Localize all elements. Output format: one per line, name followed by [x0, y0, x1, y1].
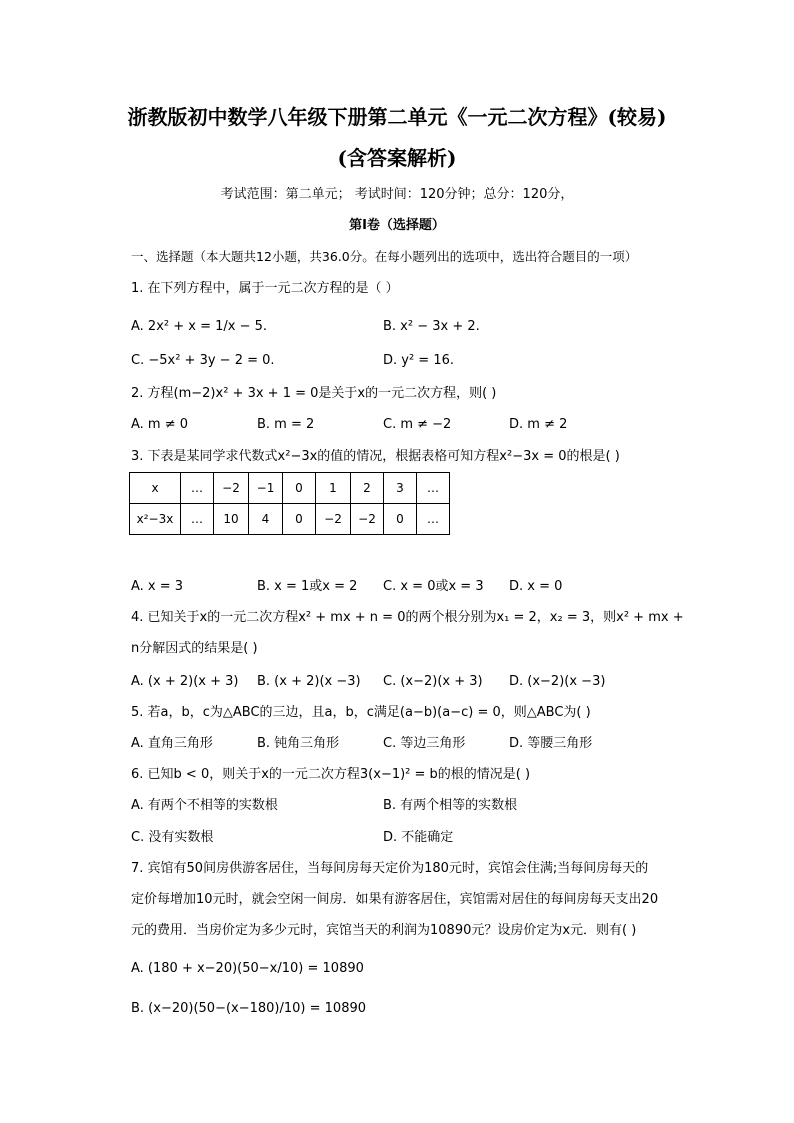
q2-option-c: C. m ≠ −2	[383, 417, 452, 432]
table-row	[130, 473, 450, 504]
q3-stem: 3. 下表是某同学求代数式x²−3x的值的情况，根据表格可知方程x²−3x = 0的根是( )	[131, 449, 620, 464]
table-cell: 1	[316, 473, 351, 504]
q6-option-b: B. 有两个相等的实数根	[383, 798, 518, 813]
table-cell: 2	[351, 473, 384, 504]
table-cell: 4	[249, 504, 283, 535]
q4-stem-line2: n分解因式的结果是( )	[131, 641, 258, 656]
q4-stem-line1: 4. 已知关于x的一元二次方程x² + mx + n = 0的两个根分别为x₁ = 2，x₂ = 3，则x² + mx +	[131, 610, 684, 625]
table-cell: 0	[384, 504, 417, 535]
table-cell: −2	[214, 473, 249, 504]
exam-info: 考试范围：第二单元； 考试时间：120分钟；总分：120分，	[220, 187, 574, 202]
q6-option-c: C. 没有实数根	[131, 830, 214, 845]
q2-option-b: B. m = 2	[257, 417, 315, 432]
volume-title: 第I卷（选择题）	[349, 218, 445, 233]
q6-option-a: A. 有两个不相等的实数根	[131, 798, 278, 813]
q3-option-a: A. x = 3	[131, 579, 184, 594]
table-cell: x²−3x	[130, 504, 181, 535]
table-cell: 10	[214, 504, 249, 535]
doc-title-line1: 浙教版初中数学八年级下册第二单元《一元二次方程》(较易)	[127, 105, 667, 129]
q7-stem-line1: 7. 宾馆有50间房供游客居住，当每间房每天定价为180元时，宾馆会住满;当每间房每天的	[131, 861, 649, 876]
table-cell: −2	[351, 504, 384, 535]
q2-option-d: D. m ≠ 2	[509, 417, 568, 432]
table-cell: …	[417, 504, 450, 535]
q1-option-c: C. −5x² + 3y − 2 = 0.	[131, 353, 275, 368]
q4-option-c: C. (x−2)(x + 3)	[383, 674, 483, 689]
q2-option-a: A. m ≠ 0	[131, 417, 189, 432]
q6-option-d: D. 不能确定	[383, 830, 454, 845]
q5-option-d: D. 等腰三角形	[509, 736, 593, 751]
table-row	[130, 504, 450, 535]
q5-stem: 5. 若a，b，c为△ABC的三边，且a，b，c满足(a−b)(a−c) = 0，则△ABC为( )	[131, 705, 591, 720]
q5-option-b: B. 钝角三角形	[257, 736, 340, 751]
q3-value-table	[129, 472, 450, 535]
table-cell: 0	[283, 473, 316, 504]
q7-stem-line2: 定价每增加10元时，就会空闲一间房．如果有游客居住，宾馆需对居住的每间房每天支出20	[131, 892, 659, 907]
q4-option-b: B. (x + 2)(x −3)	[257, 674, 361, 689]
section-heading: 一、选择题（本大题共12小题，共36.0分。在每小题列出的选项中，选出符合题目的一项）	[131, 249, 638, 264]
q3-option-b: B. x = 1或x = 2	[257, 579, 358, 594]
q3-option-c: C. x = 0或x = 3	[383, 579, 484, 594]
q1-option-a: A. 2x² + x = 1/x − 5.	[131, 319, 268, 334]
q1-option-b: B. x² − 3x + 2.	[383, 319, 480, 334]
q1-option-d: D. y² = 16.	[383, 353, 455, 368]
table-cell: x	[130, 473, 181, 504]
q5-option-c: C. 等边三角形	[383, 736, 466, 751]
table-cell: …	[181, 504, 214, 535]
q1-stem: 1. 在下列方程中，属于一元二次方程的是（ ）	[131, 281, 399, 296]
table-cell: −2	[316, 504, 351, 535]
table-cell: 3	[384, 473, 417, 504]
table-cell: …	[417, 473, 450, 504]
doc-title-line2: (含答案解析)	[337, 146, 457, 170]
q5-option-a: A. 直角三角形	[131, 736, 213, 751]
q6-stem: 6. 已知b < 0，则关于x的一元二次方程3(x−1)² = b的根的情况是( )	[131, 767, 531, 782]
q7-stem-line3: 元的费用．当房价定为多少元时，宾馆当天的利润为10890元？设房价定为x元．则有( )	[131, 923, 637, 938]
q7-option-b: B. (x−20)(50−(x−180)/10) = 10890	[131, 1001, 367, 1016]
q3-option-d: D. x = 0	[509, 579, 563, 594]
q4-option-a: A. (x + 2)(x + 3)	[131, 674, 239, 689]
table-cell: 0	[283, 504, 316, 535]
table-cell: …	[181, 473, 214, 504]
q2-stem: 2. 方程(m−2)x² + 3x + 1 = 0是关于x的一元二次方程，则( )	[131, 386, 497, 401]
q4-option-d: D. (x−2)(x −3)	[509, 674, 606, 689]
q7-option-a: A. (180 + x−20)(50−x/10) = 10890	[131, 961, 364, 976]
table-cell: −1	[249, 473, 283, 504]
